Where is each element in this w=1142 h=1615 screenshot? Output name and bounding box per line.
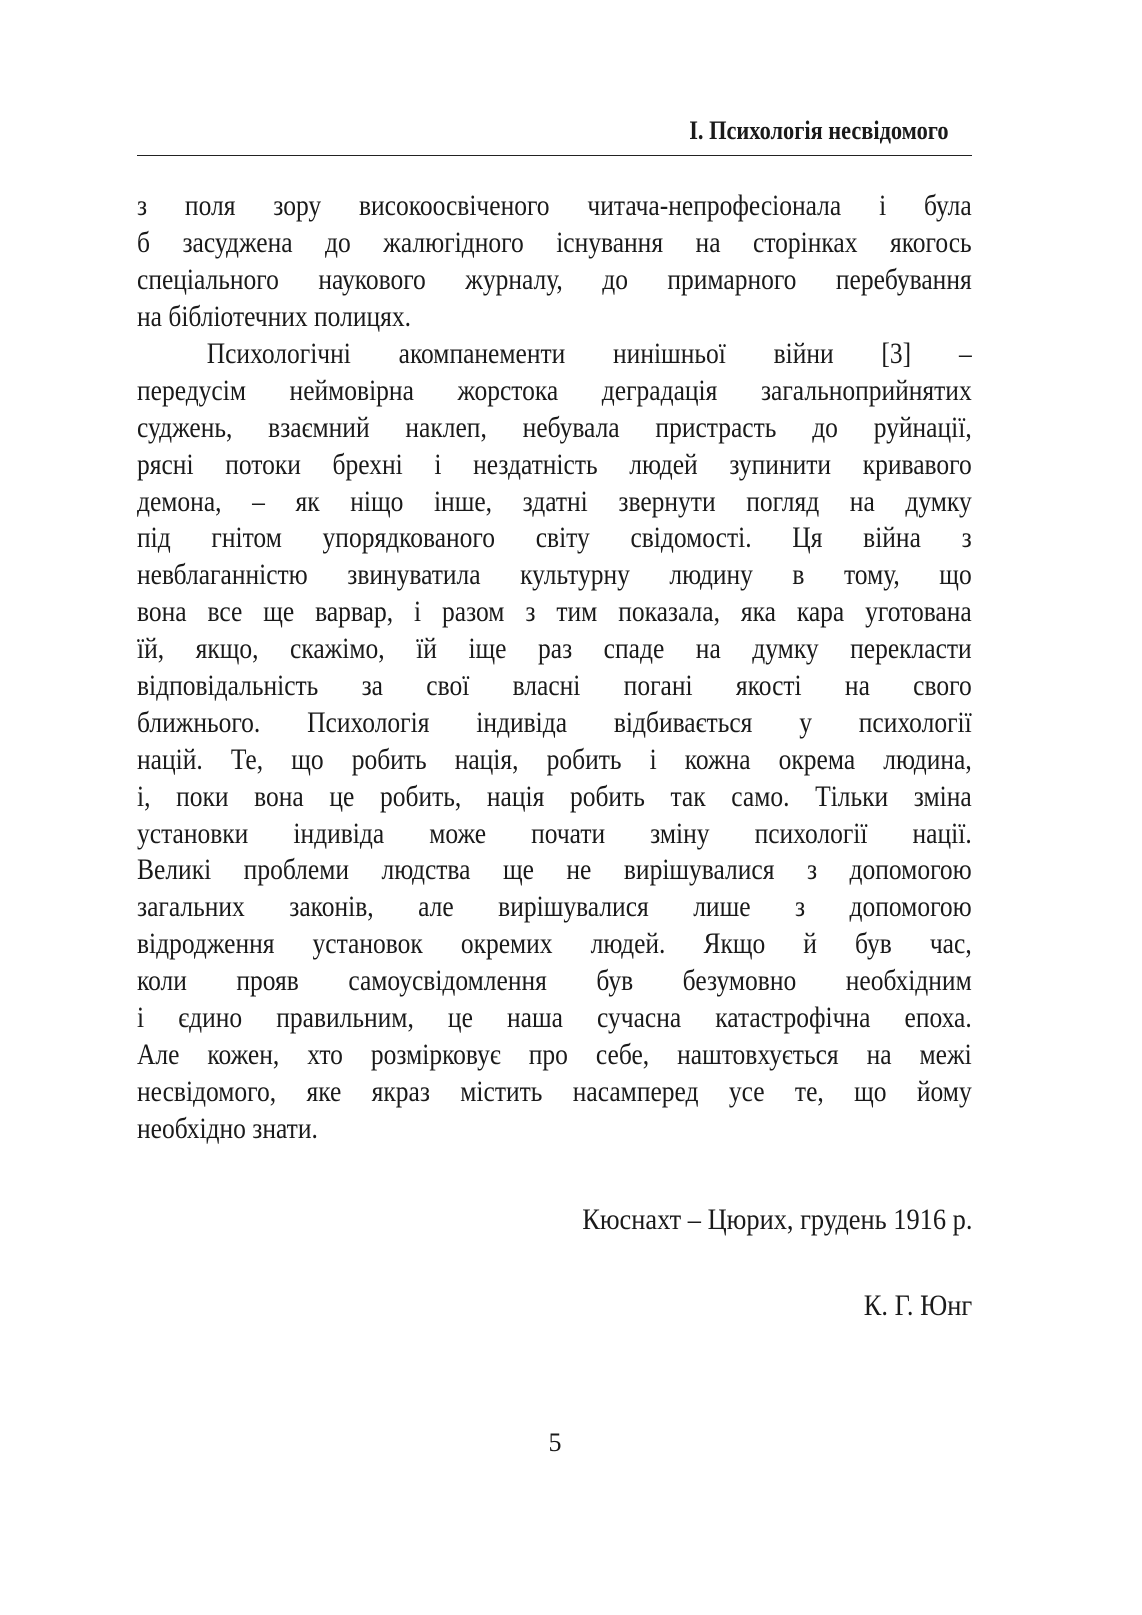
text-line: передусім неймовірна жорстока деградація загальноприйнятих bbox=[137, 373, 972, 407]
text-line: і єдино правильним, це наша сучасна катастрофічна епоха. bbox=[137, 1001, 972, 1035]
text-line: б засуджена до жалюгідного існування на сторінках якогось bbox=[137, 225, 972, 259]
running-header bbox=[137, 116, 949, 146]
text-line: відповідальність за свої власні погані якості на свого bbox=[137, 669, 972, 703]
text-line: їй, якщо, скажімо, їй іще раз спаде на думку перекласти bbox=[137, 632, 972, 666]
text-line: ближнього. Психологія індивіда відбивається у психології bbox=[137, 705, 972, 739]
text-line: суджень, взаємний наклеп, небувала пристрасть до руйнації, bbox=[137, 410, 972, 444]
paragraph-main bbox=[137, 336, 972, 1148]
text-line: Психологічні акомпанементи нинішньої війни [3] – bbox=[206, 337, 972, 370]
header-rule bbox=[137, 155, 972, 156]
text-line: спеціального наукового журналу, до примарного перебування bbox=[137, 262, 972, 296]
text-line: і, поки вона це робить, нація робить так само. Тільки зміна bbox=[137, 779, 972, 813]
text-line: вона все ще варвар, і разом з тим показала, яка кара уготована bbox=[137, 595, 972, 629]
text-line: відродження установок окремих людей. Якщо й був час, bbox=[137, 927, 972, 961]
text-line: установки індивіда може почати зміну психології нації. bbox=[137, 816, 972, 850]
text-line: на бібліотечних полицях. bbox=[137, 299, 411, 333]
text-line: рясні потоки брехні і нездатність людей зупинити кривавого bbox=[137, 447, 972, 481]
text-line: коли прояв самоусвідомлення був безумовно необхідним bbox=[137, 964, 972, 998]
running-title: I. Психологія несвідомого bbox=[689, 116, 949, 145]
text-line: під гнітом упорядкованого світу свідомості. Ця війна з bbox=[137, 521, 972, 555]
text-line: необхідно знати. bbox=[137, 1111, 318, 1145]
page-number: 5 bbox=[548, 1428, 562, 1457]
text-line: демона, – як ніщо інше, здатні звернути погляд на думку bbox=[137, 484, 972, 518]
paragraph-continuation bbox=[137, 188, 972, 336]
text-line: Великі проблеми людства ще не вирішувалися з допомогою bbox=[137, 853, 972, 887]
text-line: невблаганністю звинуватила культурну людину в тому, що bbox=[137, 558, 972, 592]
text-line: несвідомого, яке якраз містить насамперед усе те, що йому bbox=[137, 1074, 972, 1108]
text-line: Але кожен, хто розмірковує про себе, наштовхується на межі bbox=[137, 1037, 972, 1071]
place-date: Кюснахт – Цюрих, грудень 1916 р. bbox=[581, 1203, 972, 1236]
text-line: загальних законів, але вирішувалися лише з допомогою bbox=[137, 890, 972, 924]
author-signature: К. Г. Юнг bbox=[863, 1289, 972, 1322]
text-line: націй. Те, що робить нація, робить і кожна окрема людина, bbox=[137, 742, 972, 776]
text-line: з поля зору високоосвіченого читача-непрофесіонала і була bbox=[137, 189, 972, 222]
